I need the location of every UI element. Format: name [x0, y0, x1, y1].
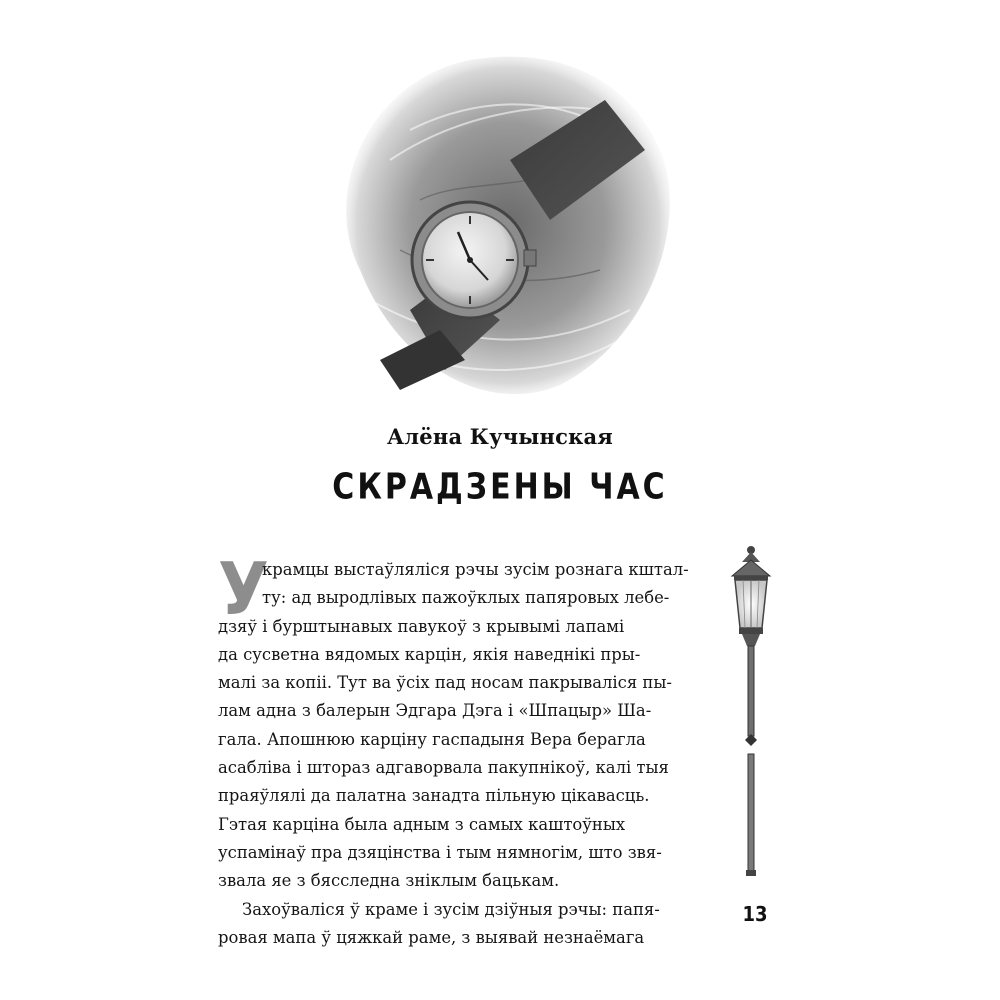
text-line: да сусветна вядомых карцін, якія наведнікі пры-: [218, 644, 641, 664]
story-title: СКРАДЗЕНЫ ЧАС: [332, 466, 668, 509]
street-lamp-icon: [722, 540, 780, 890]
text-line: асабліва і штораз адгаворвала пакупнікоў, калі тыя: [218, 758, 669, 778]
text-line: лам адна з балерын Эдгара Дэга і «Шпацыр» Ша-: [218, 701, 652, 721]
wristwatch-illustration: [300, 40, 700, 410]
text-line: ровая мапа ў цяжкай раме, з выявай незнаёмага: [218, 927, 645, 947]
text-line: праяўлялі да палатна занадта пільную цікавасць.: [218, 786, 650, 806]
story-body: [218, 547, 732, 952]
author-name: Алёна Кучынская: [387, 424, 613, 449]
text-line: ту: ад выродлівых пажоўклых папяровых лебе-: [262, 588, 670, 608]
text-line: малі за копіі. Тут ва ўсіх пад носам пакрываліся пы-: [218, 673, 672, 693]
text-line: Захоўваліся ў краме і зусім дзіўныя рэчы: папя-: [242, 899, 660, 919]
page-number: 13: [742, 902, 768, 927]
text-line: успамінаў пра дзяцінства і тым нямногім, што звя-: [218, 842, 662, 862]
drop-cap: У: [218, 547, 269, 632]
text-line: звала яе з бясследна зніклым бацькам.: [218, 871, 560, 891]
text-line: гала. Апошнюю карціну гаспадыня Вера берагла: [218, 729, 646, 749]
text-line: дзяў і бурштынавых павукоў з крывымі лапамі: [218, 616, 625, 636]
text-line: Гэтая карціна была адным з самых каштоўных: [218, 814, 626, 834]
text-line: крамцы выстаўляліся рэчы зусім рознага кштал-: [262, 560, 689, 579]
